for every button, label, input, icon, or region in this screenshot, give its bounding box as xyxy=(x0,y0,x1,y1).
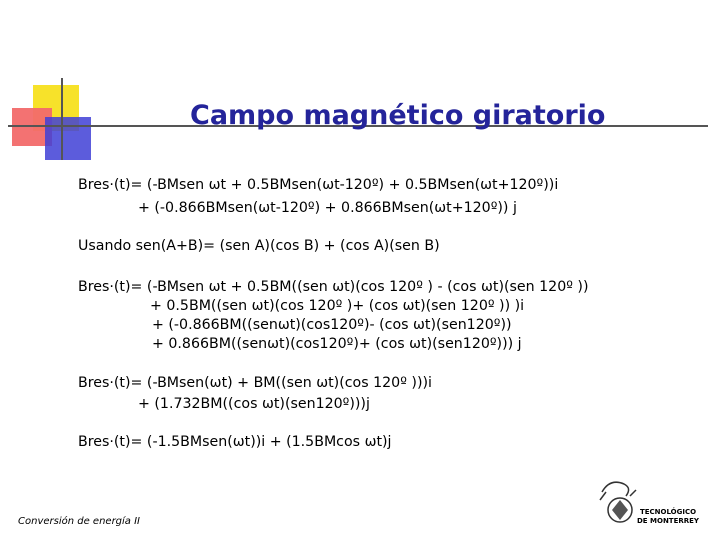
equation-line-2: + (-0.866BMsen(ωt-120º) + 0.866BMsen(ωt+120º)) j xyxy=(138,200,517,216)
equation-line-6: + 0.866BM((senωt)(cos120º)+ (cos ωt)(sen120º))) j xyxy=(152,336,522,352)
equation-line-9: Bres·(t)= (-1.5BMsen(ωt))i + (1.5BMcos ωt)j xyxy=(78,434,392,450)
decor-vertical-line xyxy=(61,78,63,160)
equation-line-4: + 0.5BM((sen ωt)(cos 120º )+ (cos ωt)(sen 120º )) )i xyxy=(150,298,525,314)
slide-title: Campo magnético giratorio xyxy=(190,100,606,131)
footer-course-name: Conversión de energía II xyxy=(18,516,141,527)
equation-line-1: Bres·(t)= (-BMsen ωt + 0.5BMsen(ωt-120º) + 0.5BMsen(ωt+120º))i xyxy=(78,177,559,193)
identity-line: Usando sen(A+B)= (sen A)(cos B) + (cos A)(sen B) xyxy=(78,238,440,254)
equation-line-5: + (-0.866BM((senωt)(cos120º)- (cos ωt)(sen120º)) xyxy=(152,317,512,333)
equation-line-8: + (1.732BM((cos ωt)(sen120º)))j xyxy=(138,396,370,412)
equation-line-7: Bres·(t)= (-BMsen(ωt) + BM((sen ωt)(cos 120º )))i xyxy=(78,375,432,391)
decor-blue-square xyxy=(45,117,91,160)
tec-logo-icon xyxy=(596,470,638,530)
logo-text: TECNOLÓGICO DE MONTERREY xyxy=(637,508,699,525)
equation-line-3: Bres·(t)= (-BMsen ωt + 0.5BM((sen ωt)(cos 120º ) - (cos ωt)(sen 120º )) xyxy=(78,279,589,295)
